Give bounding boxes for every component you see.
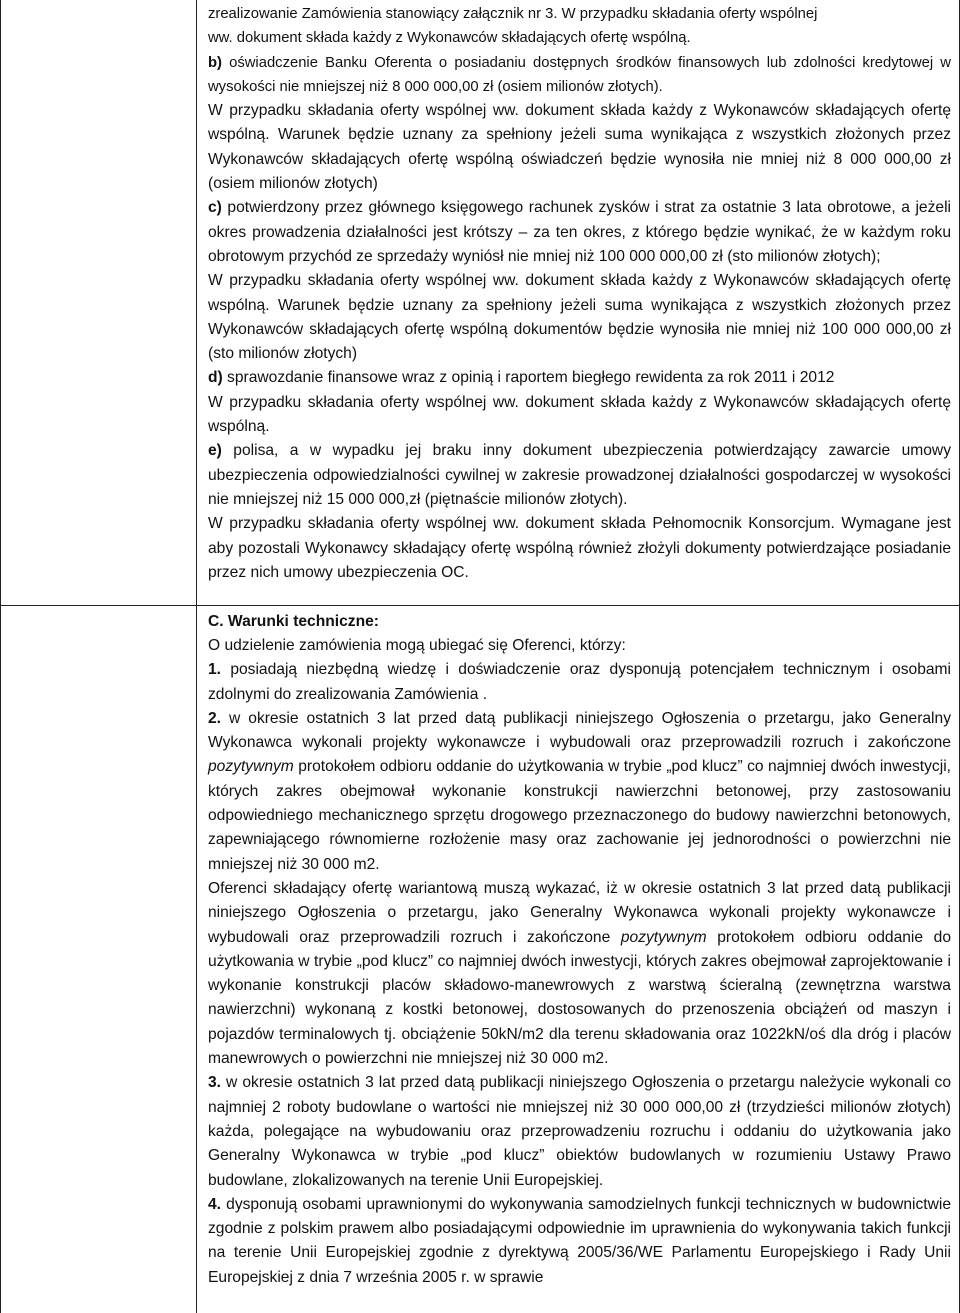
variant-text: protokołem odbioru oddanie do użytkowania w trybie „pod klucz” co najmniej dwóch inwestycji, których zakres obejmował zaprojektowanie i wykonanie konstrukcji placów składowo-manewrowych z warstwą ścieralną (zewnętrzna warstwa nawierzchni) wykonaną z kostki betonowej, dostosowanych do przenoszenia obciążeń od maszyn i pojazdów terminalowych tj. obciążenie 50kN/m2 dla terenu składowania oraz 1022kN/oś dla dróg i placów manewrowych o powierzchni nie mniejszej niż 30 000 m2. [208, 928, 951, 1068]
condition-text: potwierdzony przez głównego księgowego rachunek zysków i strat za ostatnie 3 lata obrotowe, a jeżeli okres prowadzenia działalności jest krótszy – za ten okres, z którego będzie wynikać, że w każdym roku obrotowym przychód ze sprzedaży wyniósł nie mniej niż 100 000 000,00 zł (sto milionów złotych); [208, 199, 951, 265]
list-marker: 1. [208, 661, 222, 679]
table-cell-financial-conditions [208, 2, 951, 585]
list-marker: 3. [208, 1074, 222, 1092]
list-marker: b) [208, 54, 222, 71]
section-title: C. Warunki techniczne: [208, 613, 379, 630]
italic-word: pozytywnym [620, 928, 707, 946]
list-item-2 [208, 707, 951, 877]
list-item-2-variant [208, 877, 951, 1071]
section-intro: O udzielenie zamówienia mogą ubiegać się Oferenci, którzy: [208, 637, 626, 654]
list-marker: 2. [208, 709, 222, 727]
variant-text: Oferenci składający ofertę wariantową muszą wykazać, iż w okresie ostatnich 3 lat przed datą publikacji niniejszego Ogłoszenia o przetargu, jako Generalny Wykonawca wykonali projekty wykonawcze i wybudowali oraz przeprowadzili rozruch i zakończone [208, 879, 951, 946]
list-marker: e) [208, 442, 222, 460]
condition-b [208, 51, 951, 100]
list-item-text: posiadają niezbędną wiedzę i doświadczenie oraz dysponują potencjałem technicznym i osobami zdolnymi do zrealizowania Zamówienia . [208, 661, 951, 703]
list-item-text: protokołem odbioru oddanie do użytkowania w trybie „pod klucz” co najmniej dwóch inwestycji, których zakres obejmował wykonanie konstrukcji nawierzchni betonowej, przy zastosowaniu odpowiedniego mechanicznego sprzętu drogowego przeznaczonego do budowy nawierzchni betonowych, zapewniającego równomierne rozłożenie masy oraz zachowanie jej jednorodności o powierzchni nie mniejszej niż 30 000 m2. [208, 758, 951, 873]
list-item-1 [208, 658, 951, 707]
list-item-text: dysponują osobami uprawnionymi do wykonywania samodzielnych funkcji technicznych w budownictwie zgodnie z polskim prawem albo posiadającymi odpowiednie im uprawnienia do wykonywania takich funkcji na terenie Unii Europejskiej zgodnie z dyrektywą 2005/36/WE Parlamentu Europejskiego i Rady Unii Europejskiej z dnia 7 września 2005 r. w sprawie [208, 1195, 951, 1286]
text-line: zrealizowanie Zamówienia stanowiący załącznik nr 3. W przypadku składania oferty wspólnej [208, 6, 818, 22]
paragraph [208, 2, 951, 51]
condition-text: oświadczenie Banku Oferenta o posiadaniu dostępnych środków finansowych lub zdolności kredytowej w wysokości nie mniejszej niż 8 000 000,00 zł (osiem milionów złotych). [208, 54, 951, 95]
condition-e [208, 439, 951, 512]
condition-c [208, 196, 951, 269]
condition-d-note: W przypadku składania oferty wspólnej ww. dokument składa każdy z Wykonawców składających ofertę wspólną. [208, 393, 951, 436]
table-left-column [0, 0, 197, 1313]
list-marker: c) [208, 199, 222, 217]
list-item-3 [208, 1071, 951, 1192]
condition-text: sprawozdanie finansowe wraz z opinią i raportem biegłego rewidenta za rok 2011 i 2012 [222, 369, 835, 387]
table-cell-technical-conditions [208, 610, 951, 1290]
table-row-divider [0, 605, 960, 606]
condition-e-note: W przypadku składania oferty wspólnej ww. dokument składa Pełnomocnik Konsorcjum. Wymagane jest aby pozostali Wykonawcy składający ofertę wspólną również złożyli dokumenty potwierdzające posiadanie przez nich umowy ubezpieczenia OC. [208, 515, 951, 581]
condition-b-note: W przypadku składania oferty wspólnej ww. dokument składa każdy z Wykonawców składających ofertę wspólną. Warunek będzie uznany za spełniony jeżeli suma wynikająca z wszystkich złożonych przez Wykonawców składających ofertę wspólną oświadczeń będzie wynosiła nie mniej niż 8 000 000,00 zł (osiem milionów złotych) [208, 102, 951, 193]
text-line: ww. dokument składa każdy z Wykonawców składających ofertę wspólną. [208, 30, 691, 47]
condition-d [208, 366, 951, 390]
list-marker: 4. [208, 1195, 222, 1213]
italic-word: pozytywnym [208, 758, 294, 776]
list-item-text: w okresie ostatnich 3 lat przed datą publikacji niniejszego Ogłoszenia o przetargu należycie wykonali co najmniej 2 roboty budowlane o wartości nie mniejszej niż 30 000 000,00 zł (trzydzieści milionów złotych) każda, polegające na wybudowaniu oraz przeprowadzeniu rozruchu i oddaniu do użytkowania jako Generalny Wykonawca w trybie „pod klucz” obiektów budowlanych w rozumieniu Ustawy Prawo budowlane, zlokalizowanych na terenie Unii Europejskiej. [208, 1074, 951, 1189]
list-item-4 [208, 1193, 951, 1290]
condition-text: polisa, a w wypadku jej braku inny dokument ubezpieczenia potwierdzający zawarcie umowy ubezpieczenia odpowiedzialności cywilnej w zakresie prowadzonej działalności gospodarczej w wysokości nie mniejszej niż 15 000 000,zł (piętnaście milionów złotych). [208, 442, 951, 508]
list-item-text: w okresie ostatnich 3 lat przed datą publikacji niniejszego Ogłoszenia o przetargu, jako Generalny Wykonawca wykonali projekty wykonawcze i wybudowali oraz przeprowadzili rozruch i zakończone [208, 709, 951, 752]
condition-c-note: W przypadku składania oferty wspólnej ww. dokument składa każdy z Wykonawców składających ofertę wspólną. Warunek będzie uznany za spełniony jeżeli suma wynikająca z wszystkich złożonych przez Wykonawców składających ofertę wspólną dokumentów będzie wynosiła nie mniej niż 100 000 000,00 zł (sto milionów złotych) [208, 272, 951, 363]
list-marker: d) [208, 369, 223, 387]
